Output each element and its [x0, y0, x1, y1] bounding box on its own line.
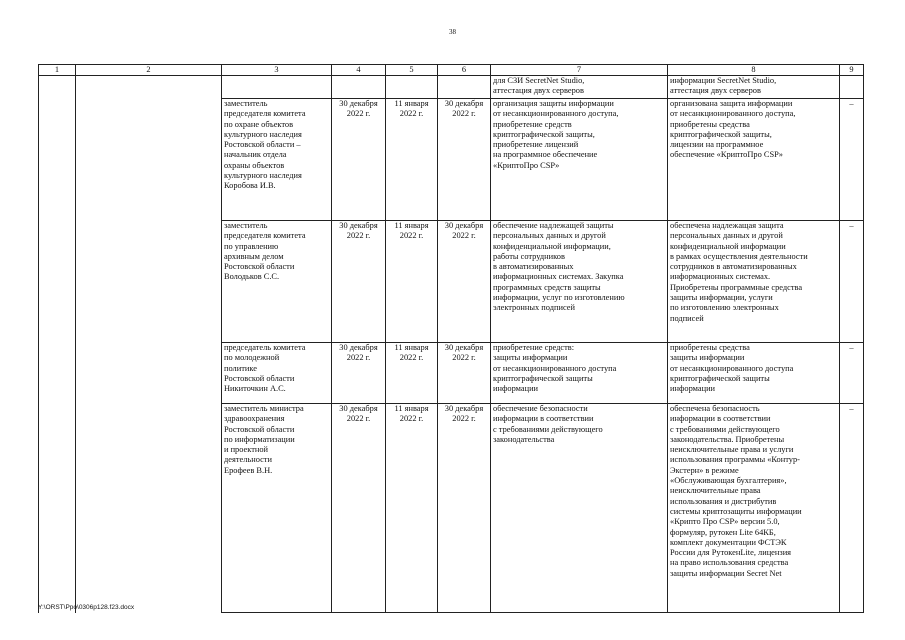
text-line: Ростовской области: [224, 262, 295, 272]
cell-col4: [332, 76, 386, 99]
text-line: с требованиями действующего: [670, 424, 780, 434]
text-line: на право использования средства: [670, 558, 789, 568]
cell-col9: –: [840, 404, 864, 613]
cell-col6: [438, 404, 491, 613]
text-line: конфиденциальной информации,: [493, 241, 611, 251]
text-line: с требованиями действующего: [493, 424, 603, 434]
text-line: 2022 г.: [399, 109, 424, 119]
column-number: 1: [39, 65, 76, 76]
text-line: «Обслуживающая бухгалтерия»,: [670, 476, 787, 486]
text-line: информации SecretNet Studio,: [670, 76, 777, 85]
text-line: обеспечение надлежащей защиты: [493, 221, 614, 230]
cell-col8: [668, 221, 840, 343]
page-number: 38: [449, 28, 456, 36]
cell-col4: [332, 343, 386, 404]
text-line: 2022 г.: [399, 353, 424, 363]
text-line: криптографической защиты: [670, 373, 770, 383]
text-line: сотрудников в автоматизированных: [670, 262, 797, 272]
text-line: законодательства. Приобретены: [670, 434, 785, 444]
text-line: 30 декабря: [444, 99, 484, 108]
text-line: деятельности: [224, 455, 272, 465]
cell-col4: [332, 99, 386, 221]
cell-col2: [76, 76, 222, 99]
table-row: [39, 221, 864, 343]
text-line: работы сотрудников: [493, 251, 565, 261]
text-line: обеспечена безопасность: [670, 404, 760, 413]
text-line: 2022 г.: [399, 414, 424, 424]
text-line: 2022 г.: [346, 414, 371, 424]
cell-col3: [222, 221, 332, 343]
text-line: приобретены средства: [670, 119, 750, 129]
text-line: от несанкционированного доступа: [493, 363, 617, 373]
text-line: криптографической защиты: [493, 373, 593, 383]
text-line: информации: [670, 384, 716, 394]
cell-col4: [332, 404, 386, 613]
text-line: неисключительные права: [670, 486, 761, 496]
text-line: «КриптоПро CSP»: [493, 160, 560, 170]
text-line: подписей: [670, 313, 704, 323]
text-line: от несанкционированного доступа,: [493, 109, 619, 119]
cell-col7: [491, 76, 668, 99]
text-line: защиты информации, услуги: [670, 293, 773, 303]
text-line: от несанкционированного доступа: [670, 363, 794, 373]
text-line: 2022 г.: [346, 353, 371, 363]
cell-col5: [386, 76, 438, 99]
text-line: здравоохранения: [224, 414, 285, 424]
text-line: 2022 г.: [452, 231, 476, 241]
text-line: культурного наследия: [224, 171, 302, 181]
cell-col1: [39, 404, 76, 613]
cell-col2: [76, 221, 222, 343]
text-line: информации, услуг по изготовлению: [493, 293, 625, 303]
cell-col6: [438, 221, 491, 343]
text-line: комплект документации ФСТЭК: [670, 537, 787, 547]
text-line: Приобретены программные средства: [670, 282, 803, 292]
text-line: 2022 г.: [452, 109, 476, 119]
text-line: 11 января: [394, 99, 429, 108]
cell-col6: [438, 99, 491, 221]
text-line: защиты информации Secret Net: [670, 568, 782, 578]
text-line: обеспечена надлежащая защита: [670, 221, 784, 230]
text-line: информации в соответствии: [670, 414, 771, 424]
text-line: Ростовской области: [224, 424, 295, 434]
column-number: 3: [222, 65, 332, 76]
text-line: Никиточкин А.С.: [224, 384, 286, 394]
text-line: организация защиты информации: [493, 99, 614, 108]
text-line: Ростовской области –: [224, 140, 301, 150]
text-line: 2022 г.: [346, 231, 371, 241]
cell-col3: [222, 343, 332, 404]
text-line: обеспечение безопасности: [493, 404, 588, 413]
text-line: по изготовлению электронных: [670, 303, 779, 313]
text-line: 11 января: [394, 221, 429, 230]
cell-col3: [222, 404, 332, 613]
text-line: Коробова И.В.: [224, 181, 276, 191]
cell-col7: [491, 404, 668, 613]
cell-col1: [39, 76, 76, 99]
text-line: неисключительные права и услуги: [670, 445, 794, 455]
text-line: организована защита информации: [670, 99, 793, 108]
text-line: Володьков С.С.: [224, 272, 280, 282]
text-line: заместитель министра: [224, 404, 304, 413]
cell-col8: [668, 76, 840, 99]
text-line: обеспечение «КриптоПро CSP»: [670, 150, 783, 160]
text-line: 2022 г.: [452, 414, 476, 424]
text-line: России для РутокенLite, лицензия: [670, 548, 792, 558]
text-line: 11 января: [394, 404, 429, 413]
column-number-row: [39, 65, 864, 76]
cell-col5: [386, 221, 438, 343]
cell-col7: [491, 343, 668, 404]
text-line: конфиденциальной информации: [670, 241, 786, 251]
text-line: персональных данных и другой: [493, 231, 606, 241]
text-line: программных средств защиты: [493, 282, 601, 292]
text-line: председателя комитета: [224, 109, 306, 119]
cell-col2: [76, 99, 222, 221]
cell-col7: [491, 99, 668, 221]
text-line: по молодежной: [224, 353, 280, 363]
cell-col9: –: [840, 343, 864, 404]
table-row: [39, 343, 864, 404]
text-line: архивным делом: [224, 251, 284, 261]
cell-col7: [491, 221, 668, 343]
cell-col3: [222, 76, 332, 99]
text-line: 30 декабря: [339, 99, 378, 108]
text-line: заместитель: [224, 99, 268, 108]
column-number: 5: [386, 65, 438, 76]
text-line: защиты информации: [670, 353, 745, 363]
text-line: информации: [493, 384, 539, 394]
text-line: криптографической защиты,: [670, 129, 772, 139]
text-line: Ерофеев В.Н.: [224, 465, 273, 475]
table-row: [39, 404, 864, 613]
text-line: защиты информации: [493, 353, 568, 363]
cell-col6: [438, 76, 491, 99]
text-line: 30 декабря: [339, 221, 378, 230]
table-row: [39, 99, 864, 221]
column-number: 7: [491, 65, 668, 76]
text-line: от несанкционированного доступа,: [670, 109, 796, 119]
cell-col2: [76, 343, 222, 404]
text-line: в автоматизированных: [493, 262, 574, 272]
table-row: [39, 76, 864, 99]
text-line: использования программы «Контур-: [670, 455, 800, 465]
cell-col6: [438, 343, 491, 404]
text-line: заместитель: [224, 221, 268, 230]
cell-col8: [668, 404, 840, 613]
text-line: политике: [224, 363, 257, 373]
cell-col3: [222, 99, 332, 221]
text-line: в рамках осуществления деятельности: [670, 251, 808, 261]
cell-col1: [39, 99, 76, 221]
cell-col8: [668, 99, 840, 221]
text-line: приобретение средств: [493, 119, 572, 129]
cell-col1: [39, 343, 76, 404]
text-line: 30 декабря: [444, 343, 484, 352]
cell-col4: [332, 221, 386, 343]
text-line: аттестация двух серверов: [670, 86, 761, 96]
column-number: 6: [438, 65, 491, 76]
text-line: по управлению: [224, 241, 279, 251]
footer-file-path: Y:\ORST\Ppo\0306p128.f23.docx: [38, 604, 135, 611]
plan-table: [38, 64, 864, 613]
text-line: персональных данных и другой: [670, 231, 783, 241]
text-line: законодательства: [493, 434, 555, 444]
text-line: информационных системах. Закупка: [493, 272, 624, 282]
text-line: приобретение средств:: [493, 343, 575, 352]
text-line: 11 января: [394, 343, 429, 352]
column-number: 2: [76, 65, 222, 76]
cell-col9: [840, 76, 864, 99]
text-line: использования и дистрибутив: [670, 496, 777, 506]
cell-col9: –: [840, 221, 864, 343]
text-line: 2022 г.: [346, 109, 371, 119]
text-line: председатель комитета: [224, 343, 306, 352]
text-line: по охране объектов: [224, 119, 294, 129]
cell-col9: –: [840, 99, 864, 221]
cell-col5: [386, 404, 438, 613]
text-line: председателя комитета: [224, 231, 306, 241]
text-line: Ростовской области: [224, 373, 295, 383]
text-line: приобретение лицензий: [493, 140, 579, 150]
text-line: 30 декабря: [339, 343, 378, 352]
text-line: формуляр, рутокен Lite 64КБ,: [670, 527, 776, 537]
text-line: по информатизации: [224, 434, 295, 444]
text-line: 30 декабря: [339, 404, 378, 413]
column-number: 8: [668, 65, 840, 76]
text-line: начальник отдела: [224, 150, 287, 160]
text-line: информации в соответствии: [493, 414, 594, 424]
text-line: Экстерн» в режиме: [670, 465, 739, 475]
text-line: приобретены средства: [670, 343, 750, 352]
text-line: 2022 г.: [399, 231, 424, 241]
cell-col8: [668, 343, 840, 404]
cell-col1: [39, 221, 76, 343]
cell-col5: [386, 343, 438, 404]
cell-col2: [76, 404, 222, 613]
text-line: для СЗИ SecretNet Studio,: [493, 76, 585, 85]
text-line: криптографической защиты,: [493, 129, 595, 139]
text-line: информационных системах.: [670, 272, 771, 282]
text-line: аттестация двух серверов: [493, 86, 584, 96]
text-line: на программное обеспечение: [493, 150, 598, 160]
text-line: 2022 г.: [452, 353, 476, 363]
text-line: лицензии на программное: [670, 140, 764, 150]
text-line: 30 декабря: [444, 221, 484, 230]
column-number: 9: [840, 65, 864, 76]
text-line: 30 декабря: [444, 404, 484, 413]
text-line: охраны объектов: [224, 160, 285, 170]
cell-col5: [386, 99, 438, 221]
text-line: культурного наследия: [224, 129, 302, 139]
text-line: и проектной: [224, 445, 269, 455]
text-line: электронных подписей: [493, 303, 575, 313]
text-line: «Крипто Про CSP» версии 5.0,: [670, 517, 780, 527]
column-number: 4: [332, 65, 386, 76]
text-line: системы криптозащиты информации: [670, 506, 802, 516]
